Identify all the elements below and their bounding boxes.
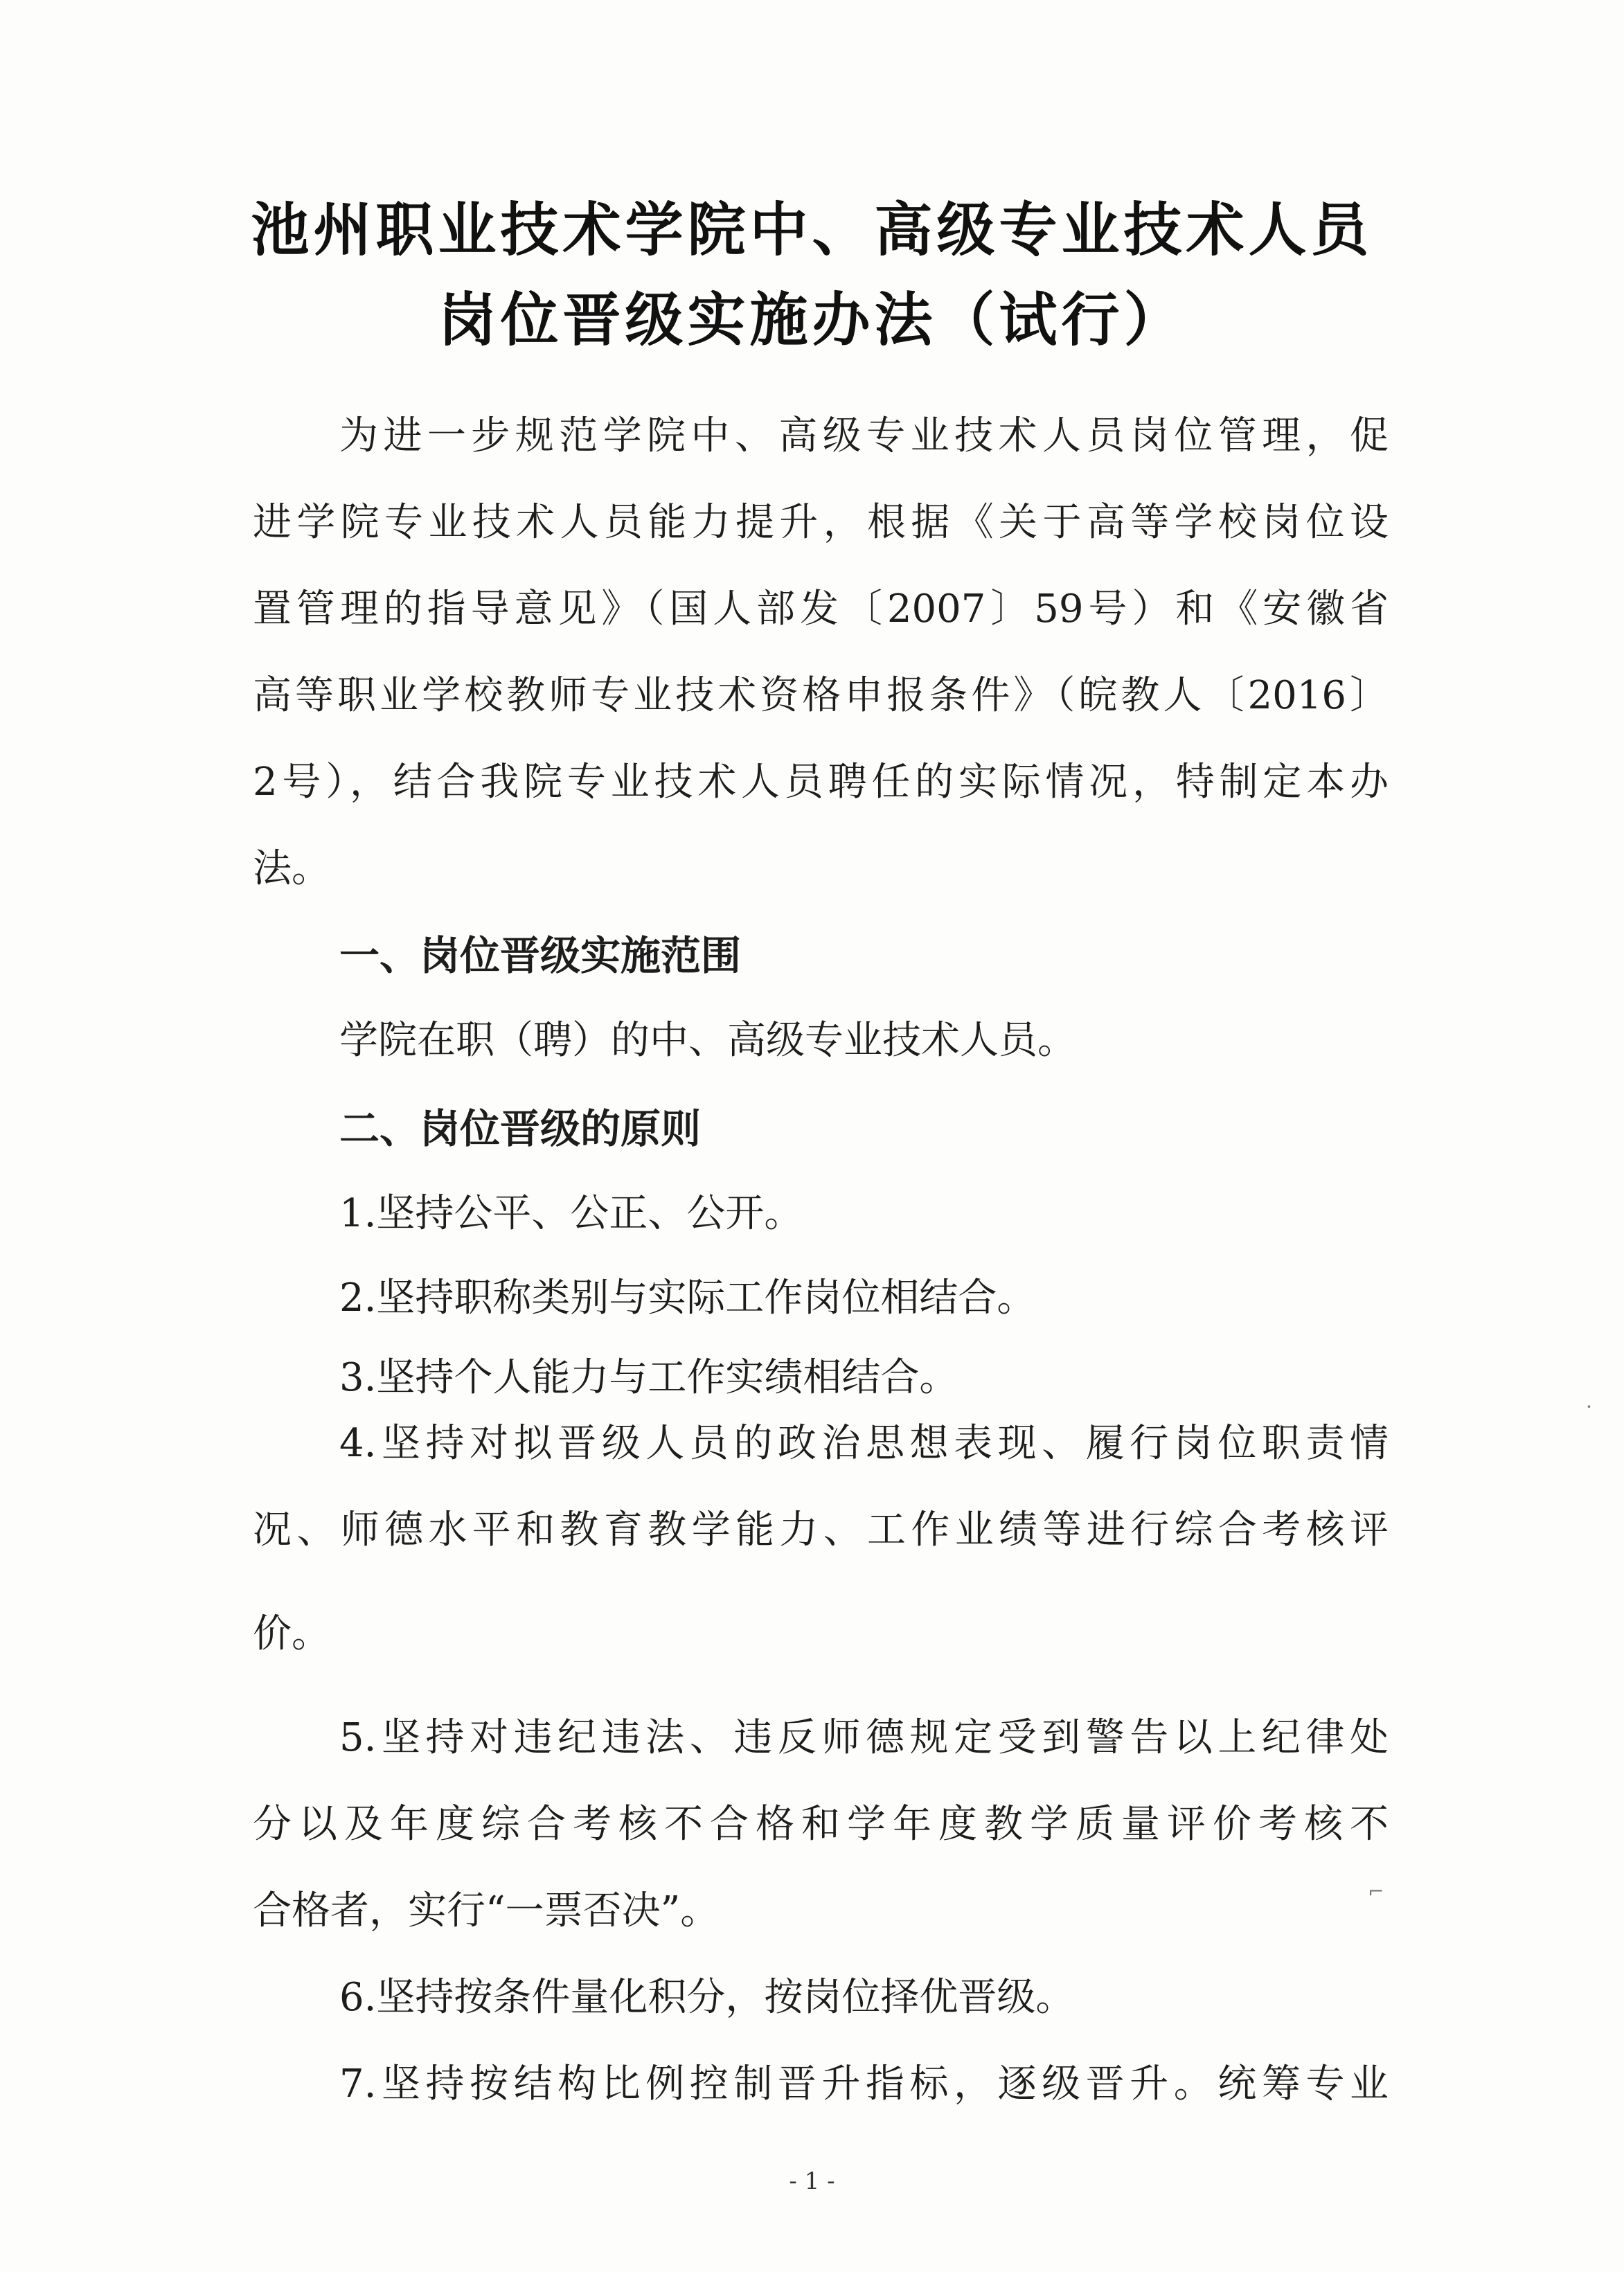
- principle-5-line: 分以及年度综合考核不合格和学年度教学质量评价考核不: [253, 1802, 1389, 1847]
- principle-3: 3.坚持个人能力与工作实绩相结合。: [339, 1355, 958, 1400]
- principle-4-line: 4.坚持对拟晋级人员的政治思想表现、履行岗位职责情: [339, 1421, 1389, 1466]
- intro-line: 高等职业学校教师专业技术资格申报条件》（皖教人〔2016〕: [253, 673, 1389, 718]
- principle-5-line: 合格者，实行“一票否决”。: [253, 1888, 720, 1933]
- section-1-body: 学院在职（聘）的中、高级专业技术人员。: [339, 1018, 1076, 1063]
- principle-5-line: 5.坚持对违纪违法、违反师德规定受到警告以上纪律处: [339, 1715, 1389, 1760]
- intro-line: 进学院专业技术人员能力提升，根据《关于高等学校岗位设: [253, 500, 1389, 545]
- principle-7-partial: 7.坚持按结构比例控制晋升指标，逐级晋升。统筹专业: [339, 2061, 1389, 2106]
- scan-speck: ⌐: [1368, 1880, 1384, 1903]
- intro-line: 2号），结合我院专业技术人员聘任的实际情况，特制定本办: [253, 760, 1389, 805]
- intro-line: 法。: [253, 846, 330, 891]
- principle-1: 1.坚持公平、公正、公开。: [339, 1191, 803, 1236]
- section-1-heading: 一、岗位晋级实施范围: [339, 932, 742, 979]
- principle-4-line: 价。: [253, 1611, 330, 1656]
- principle-2: 2.坚持职称类别与实际工作岗位相结合。: [339, 1276, 1036, 1321]
- intro-line: 为进一步规范学院中、高级专业技术人员岗位管理，促: [339, 413, 1389, 458]
- principle-4-line: 况、师德水平和教育教学能力、工作业绩等进行综合考核评: [253, 1508, 1389, 1553]
- document-title-line-2: 岗位晋级实施办法（试行）: [438, 286, 1186, 354]
- page-number: - 1 -: [789, 2167, 835, 2195]
- section-2-heading: 二、岗位晋级的原则: [339, 1105, 702, 1152]
- document-title-line-1: 池州职业技术学院中、高级专业技术人员: [251, 196, 1373, 264]
- scan-speck: ·: [1586, 1395, 1592, 1418]
- principle-6: 6.坚持按条件量化积分，按岗位择优晋级。: [339, 1975, 1075, 2020]
- intro-line: 置管理的指导意见》（国人部发〔2007〕59号）和《安徽省: [253, 587, 1389, 632]
